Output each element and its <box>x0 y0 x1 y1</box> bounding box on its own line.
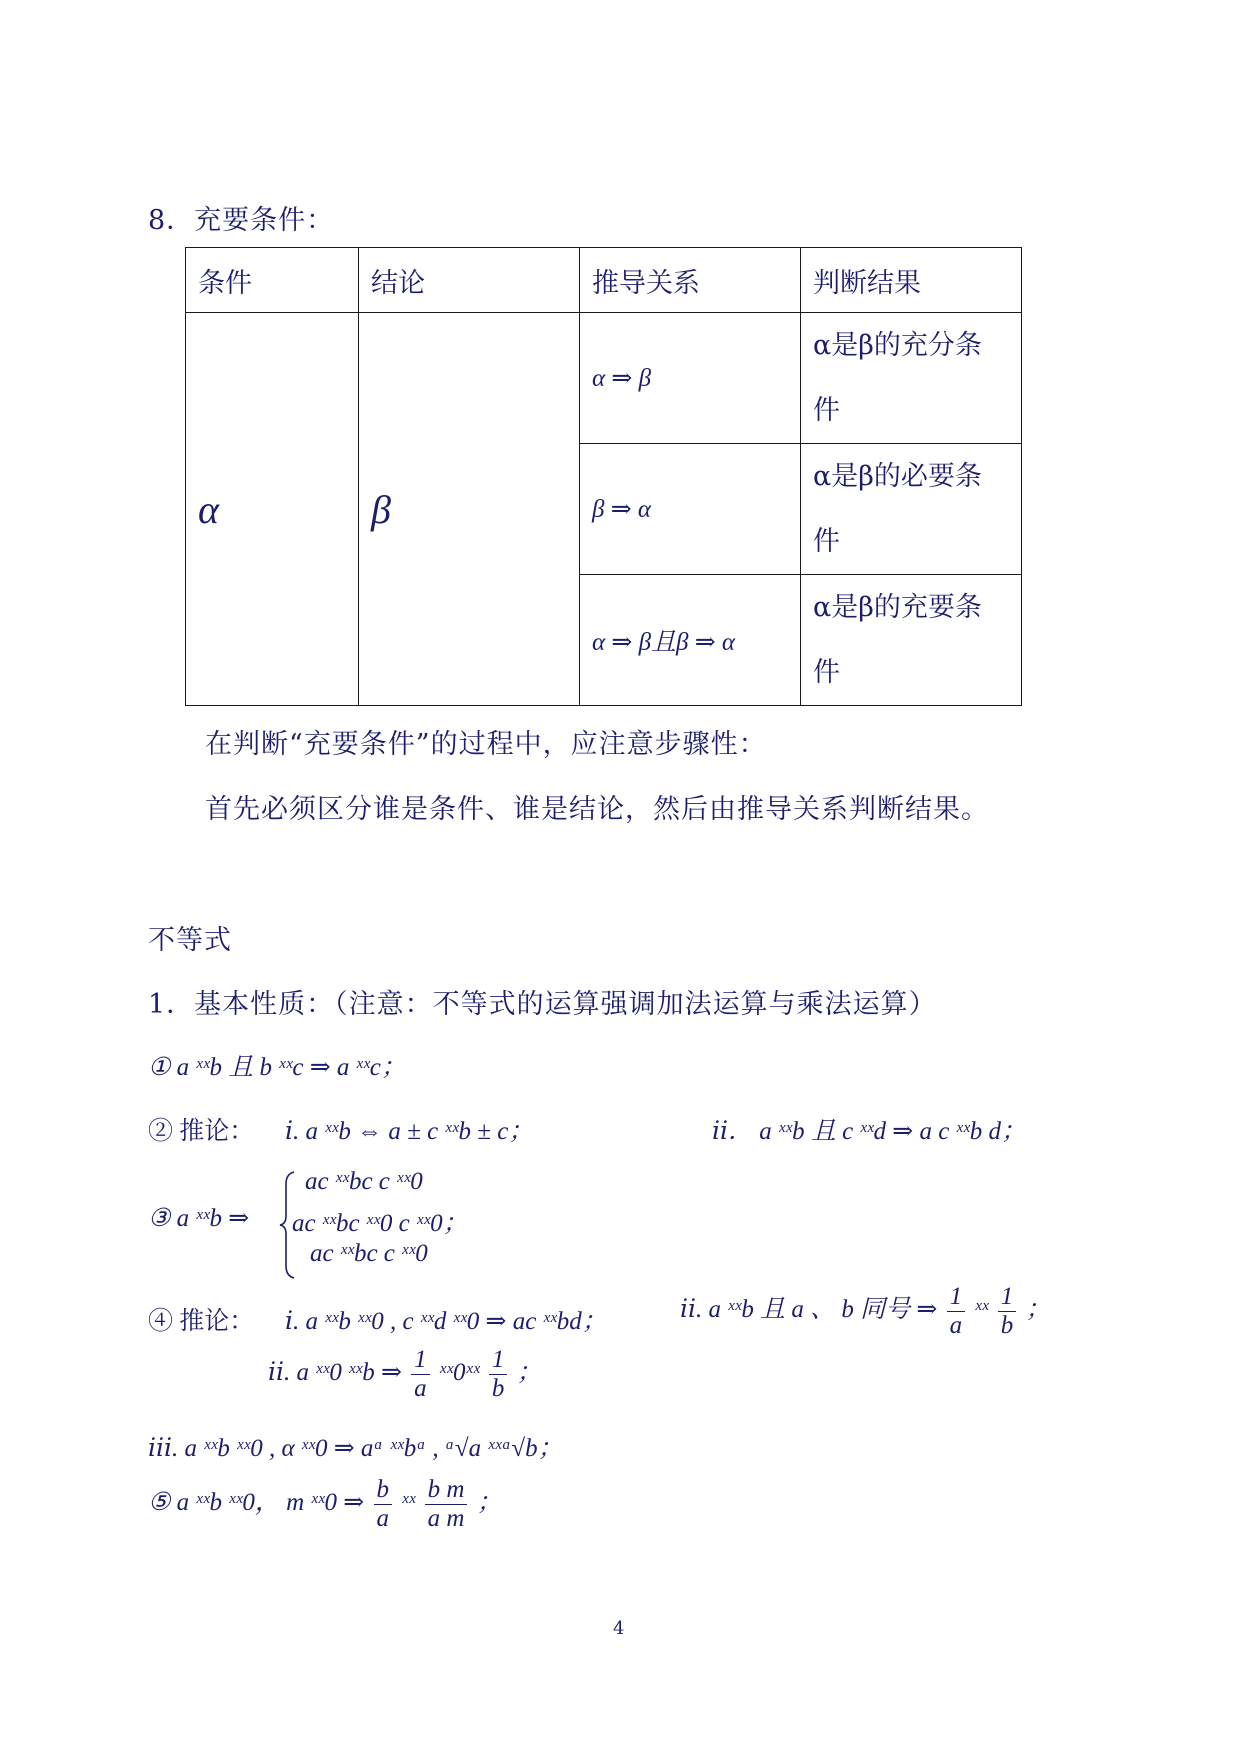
condition-cell: α <box>186 313 359 706</box>
property-2-i: ⅰ. a ˣˣb ⇔ a ± c ˣˣb ± c； <box>285 1118 534 1145</box>
property-4-label: ④ 推论： <box>148 1308 255 1335</box>
section-title: 8．充要条件： <box>148 205 335 236</box>
result-cell: α是β的必要条 件 <box>801 444 1022 575</box>
condition-table <box>185 247 1022 706</box>
page-number: 4 <box>613 1618 625 1639</box>
result-cell: α是β的充分条 件 <box>801 313 1022 444</box>
fraction: $\frac{b}{a}$ <box>374 1476 393 1533</box>
section-heading: 不等式 <box>148 925 232 956</box>
property-4-iii: ⅲ. a ˣˣb ˣˣ0 , α ˣˣ0 ⇒ aᵅ ˣˣbᵅ , ᵅ√a ˣˣᵅ√b； <box>148 1435 563 1462</box>
case-2: ac ˣˣbc ˣˣ0 c ˣˣ0； <box>292 1210 468 1237</box>
property-2-ii: ⅱ． a ˣˣb 且 c ˣˣd ⇒ a c ˣˣb d； <box>712 1118 1026 1145</box>
result-cell: α是β的充要条 件 <box>801 575 1022 706</box>
property-3-lead: ③ a ˣˣb ⇒ <box>148 1205 250 1232</box>
header-conclusion: 结论 <box>359 248 580 313</box>
property-5: ⑤ a ˣˣb ˣˣ0， m ˣˣ0 ⇒ $\frac{b}{a}$ ˣˣ $\frac{\text{b m}}{\text{a m}}$ ； <box>148 1476 502 1532</box>
property-4-i: ⅰ. a ˣˣb ˣˣ0 , c ˣˣd ˣˣ0 ⇒ ac ˣˣbd； <box>285 1308 607 1335</box>
property-1: ① a ˣˣb 且 b ˣˣc ⇒ a ˣˣc； <box>148 1054 406 1081</box>
case-3: ac ˣˣbc c ˣˣ0 <box>310 1240 428 1267</box>
fraction: $\frac{1}{a}$ <box>947 1283 966 1340</box>
fraction: $\frac{1}{a}$ <box>411 1346 430 1403</box>
relation-cell: β ⇒ α <box>580 444 801 575</box>
header-relation: 推导关系 <box>580 248 801 313</box>
property-2-label: ② 推论： <box>148 1118 255 1145</box>
header-result: 判断结果 <box>801 248 1022 313</box>
property-title: 1．基本性质：（注意：不等式的运算强调加法运算与乘法运算） <box>148 989 937 1020</box>
conclusion-cell: β <box>359 313 580 706</box>
case-1: ac ˣˣbc c ˣˣ0 <box>305 1168 423 1195</box>
property-4-ii-a: ⅱ. a ˣˣb 且 a 、 b 同号 ⇒ $\frac{1}{a}$ ˣˣ $\frac{1}{b}$ ； <box>680 1283 1051 1339</box>
relation-cell: α ⇒ β <box>580 313 801 444</box>
fraction: $\frac{1}{b}$ <box>998 1283 1017 1340</box>
fraction: $\frac{\text{b m}}{\text{a m}}$ <box>425 1476 468 1533</box>
note-line-1: 在判断“充要条件”的过程中，应注意步骤性： <box>205 729 767 760</box>
relation-cell: α ⇒ β且β ⇒ α <box>580 575 801 706</box>
fraction: $\frac{1}{b}$ <box>489 1346 508 1403</box>
header-condition: 条件 <box>186 248 359 313</box>
note-line-2: 首先必须区分谁是条件、谁是结论，然后由推导关系判断结果。 <box>205 794 989 825</box>
property-4-ii-b: ⅱ. a ˣˣ0 ˣˣb ⇒ $\frac{1}{a}$ ˣˣ0ˣˣ $\frac{1}{b}$ ； <box>268 1346 542 1402</box>
